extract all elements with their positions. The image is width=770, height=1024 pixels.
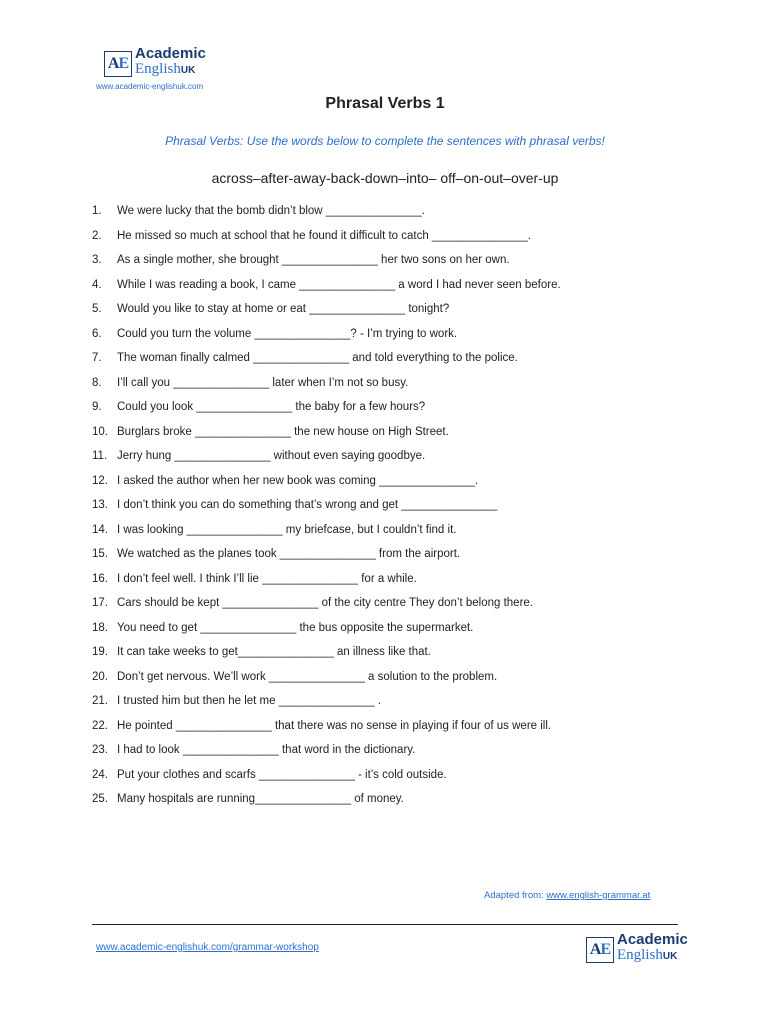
adapted-from-credit: Adapted from: www.english-grammar.at [484, 890, 651, 901]
question-item [92, 475, 561, 500]
question-text: I had to look _______________ that word in the dictionary. [117, 744, 416, 756]
question-item [92, 426, 561, 451]
question-item [92, 524, 561, 549]
question-text: Jerry hung _______________ without even saying goodbye. [117, 450, 426, 462]
question-item [92, 352, 561, 377]
question-item [92, 744, 561, 769]
question-item [92, 205, 561, 230]
question-text: While I was reading a book, I came _______________ a word I had never seen before. [117, 278, 561, 291]
question-item [92, 230, 561, 255]
question-item [92, 548, 561, 573]
question-number: 1. [92, 205, 102, 217]
question-text: Put your clothes and scarfs _______________ - it’s cold outside. [117, 768, 447, 781]
question-number: 13. [92, 499, 108, 511]
question-item [92, 573, 561, 598]
question-number: 10. [92, 425, 108, 438]
question-text: The woman finally calmed _______________ and told everything to the police. [117, 352, 518, 364]
question-number: 23. [92, 744, 108, 756]
question-number: 4. [92, 278, 102, 291]
footer-grammar-workshop-link[interactable]: www.academic-englishuk.com/grammar-workshop [96, 942, 319, 953]
question-number: 19. [92, 646, 108, 658]
question-item [92, 720, 561, 745]
question-number: 16. [92, 572, 108, 585]
question-number: 11. [92, 450, 108, 462]
question-text: Burglars broke _______________ the new house on High Street. [117, 425, 449, 438]
question-item [92, 499, 561, 524]
instruction-text: Phrasal Verbs: Use the words below to complete the sentences with phrasal verbs! [165, 134, 605, 148]
question-item [92, 303, 561, 328]
academic-english-uk-logo: A E Academic EnglishUK [104, 46, 206, 77]
question-text: I don’t feel well. I think I’ll lie _______________ for a while. [117, 572, 417, 585]
question-text: Could you turn the volume _______________? - I’m trying to work. [117, 327, 458, 340]
question-text: I asked the author when her new book was coming _______________. [117, 474, 479, 487]
question-item [92, 671, 561, 696]
question-number: 15. [92, 548, 108, 560]
question-text: We watched as the planes took _______________ from the airport. [117, 548, 461, 560]
question-text: Would you like to stay at home or eat _______________ tonight? [117, 303, 450, 315]
footer-divider [92, 924, 678, 925]
question-item [92, 254, 561, 279]
question-text: Many hospitals are running_______________ of money. [117, 793, 404, 805]
question-number: 22. [92, 719, 108, 732]
question-item [92, 646, 561, 671]
question-text: Cars should be kept _______________ of the city centre They don’t belong there. [117, 597, 533, 609]
question-item [92, 622, 561, 647]
question-text: Could you look _______________ the baby for a few hours? [117, 401, 426, 413]
question-number: 2. [92, 229, 102, 242]
question-item [92, 597, 561, 622]
footer-ae-logo-mark: A E [586, 937, 614, 963]
question-number: 14. [92, 523, 108, 536]
question-text: He missed so much at school that he found it difficult to catch _______________. [117, 229, 532, 242]
ae-logo-mark: A E [104, 51, 132, 77]
question-number: 24. [92, 768, 108, 781]
question-number: 12. [92, 474, 108, 487]
question-item [92, 377, 561, 402]
question-number: 5. [92, 303, 102, 315]
source-link[interactable]: www.english-grammar.at [546, 890, 651, 901]
question-number: 9. [92, 401, 102, 413]
question-number: 17. [92, 597, 108, 609]
question-text: I trusted him but then he let me _______________ . [117, 695, 382, 707]
question-text: You need to get _______________ the bus opposite the supermarket. [117, 621, 474, 634]
question-number: 6. [92, 327, 102, 340]
question-number: 25. [92, 793, 108, 805]
question-item [92, 793, 561, 818]
question-item [92, 450, 561, 475]
question-number: 3. [92, 254, 102, 266]
question-text: I don’t think you can do something that’s wrong and get _______________ [117, 499, 498, 511]
question-text: As a single mother, she brought _______________ her two sons on her own. [117, 254, 510, 266]
question-text: I was looking _______________ my briefcase, but I couldn’t find it. [117, 523, 457, 536]
question-text: I’ll call you _______________ later when I’m not so busy. [117, 376, 409, 389]
question-text: He pointed _______________ that there was no sense in playing if four of us were ill. [117, 719, 552, 732]
page-title: Phrasal Verbs 1 [325, 95, 445, 112]
question-number: 8. [92, 376, 102, 389]
question-item [92, 279, 561, 304]
question-list [92, 205, 561, 818]
question-text: Don’t get nervous. We’ll work _______________ a solution to the problem. [117, 670, 498, 683]
question-text: It can take weeks to get_______________ an illness like that. [117, 646, 431, 658]
question-number: 7. [92, 352, 102, 364]
question-item [92, 328, 561, 353]
word-bank: across–after-away-back-down–into– off–on-out–over-up [211, 170, 559, 186]
question-number: 20. [92, 670, 108, 683]
footer-academic-english-uk-logo: A E Academic EnglishUK [586, 932, 688, 963]
question-item [92, 695, 561, 720]
question-text: We were lucky that the bomb didn’t blow _______________. [117, 205, 425, 217]
header-site-link[interactable]: www.academic-englishuk.com [96, 82, 204, 91]
question-number: 18. [92, 621, 108, 634]
question-item [92, 769, 561, 794]
question-item [92, 401, 561, 426]
question-number: 21. [92, 695, 108, 707]
